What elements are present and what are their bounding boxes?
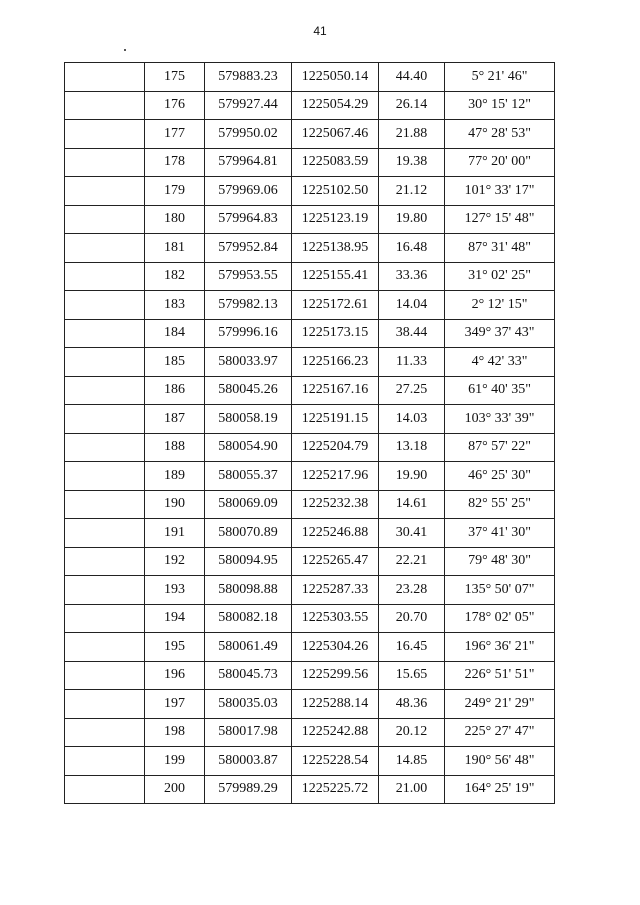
point-number-cell: 198 [145,718,205,747]
bearing-angle-cell: 2° 12' 15" [445,291,555,320]
point-number-cell: 179 [145,177,205,206]
x-coordinate-cell: 579982.13 [205,291,292,320]
distance-cell: 33.36 [379,262,445,291]
table-row [65,433,555,462]
blank-cell [65,462,145,491]
table-row [65,747,555,776]
x-coordinate-cell: 579953.55 [205,262,292,291]
x-coordinate-cell: 579996.16 [205,319,292,348]
x-coordinate-cell: 579964.81 [205,148,292,177]
table-row [65,376,555,405]
table-row [65,148,555,177]
point-number-cell: 184 [145,319,205,348]
blank-cell [65,490,145,519]
x-coordinate-cell: 579964.83 [205,205,292,234]
blank-cell [65,633,145,662]
table-row [65,604,555,633]
y-coordinate-cell: 1225191.15 [292,405,379,434]
y-coordinate-cell: 1225166.23 [292,348,379,377]
point-number-cell: 190 [145,490,205,519]
y-coordinate-cell: 1225050.14 [292,63,379,92]
table-row [65,234,555,263]
bearing-angle-cell: 4° 42' 33" [445,348,555,377]
point-number-cell: 199 [145,747,205,776]
x-coordinate-cell: 580045.73 [205,661,292,690]
bearing-angle-cell: 61° 40' 35" [445,376,555,405]
table-row [65,576,555,605]
distance-cell: 14.04 [379,291,445,320]
point-number-cell: 189 [145,462,205,491]
table-row [65,262,555,291]
distance-cell: 19.80 [379,205,445,234]
y-coordinate-cell: 1225246.88 [292,519,379,548]
coordinates-table [64,62,555,804]
bearing-angle-cell: 31° 02' 25" [445,262,555,291]
blank-cell [65,177,145,206]
x-coordinate-cell: 580045.26 [205,376,292,405]
distance-cell: 14.61 [379,490,445,519]
x-coordinate-cell: 580033.97 [205,348,292,377]
bearing-angle-cell: 178° 02' 05" [445,604,555,633]
coordinates-table-body [65,63,555,804]
blank-cell [65,576,145,605]
point-number-cell: 177 [145,120,205,149]
x-coordinate-cell: 580054.90 [205,433,292,462]
table-row [65,547,555,576]
bearing-angle-cell: 87° 57' 22" [445,433,555,462]
x-coordinate-cell: 580069.09 [205,490,292,519]
x-coordinate-cell: 580058.19 [205,405,292,434]
y-coordinate-cell: 1225288.14 [292,690,379,719]
x-coordinate-cell: 579883.23 [205,63,292,92]
table-row [65,120,555,149]
y-coordinate-cell: 1225228.54 [292,747,379,776]
blank-cell [65,690,145,719]
table-row [65,718,555,747]
distance-cell: 14.85 [379,747,445,776]
y-coordinate-cell: 1225067.46 [292,120,379,149]
distance-cell: 16.48 [379,234,445,263]
blank-cell [65,120,145,149]
bearing-angle-cell: 47° 28' 53" [445,120,555,149]
y-coordinate-cell: 1225155.41 [292,262,379,291]
bearing-angle-cell: 103° 33' 39" [445,405,555,434]
point-number-cell: 175 [145,63,205,92]
blank-cell [65,547,145,576]
distance-cell: 20.12 [379,718,445,747]
distance-cell: 23.28 [379,576,445,605]
y-coordinate-cell: 1225299.56 [292,661,379,690]
table-row [65,63,555,92]
table-row [65,661,555,690]
point-number-cell: 176 [145,91,205,120]
scan-speck [124,49,126,51]
x-coordinate-cell: 580055.37 [205,462,292,491]
blank-cell [65,348,145,377]
table-row [65,177,555,206]
distance-cell: 19.90 [379,462,445,491]
point-number-cell: 178 [145,148,205,177]
y-coordinate-cell: 1225242.88 [292,718,379,747]
blank-cell [65,234,145,263]
distance-cell: 21.88 [379,120,445,149]
distance-cell: 44.40 [379,63,445,92]
x-coordinate-cell: 580061.49 [205,633,292,662]
bearing-angle-cell: 5° 21' 46" [445,63,555,92]
bearing-angle-cell: 77° 20' 00" [445,148,555,177]
blank-cell [65,718,145,747]
point-number-cell: 200 [145,775,205,804]
blank-cell [65,91,145,120]
bearing-angle-cell: 46° 25' 30" [445,462,555,491]
bearing-angle-cell: 225° 27' 47" [445,718,555,747]
table-row [65,319,555,348]
point-number-cell: 196 [145,661,205,690]
y-coordinate-cell: 1225173.15 [292,319,379,348]
blank-cell [65,433,145,462]
bearing-angle-cell: 79° 48' 30" [445,547,555,576]
x-coordinate-cell: 580098.88 [205,576,292,605]
x-coordinate-cell: 580003.87 [205,747,292,776]
blank-cell [65,205,145,234]
table-row [65,205,555,234]
point-number-cell: 194 [145,604,205,633]
table-row [65,490,555,519]
x-coordinate-cell: 580094.95 [205,547,292,576]
distance-cell: 14.03 [379,405,445,434]
bearing-angle-cell: 127° 15' 48" [445,205,555,234]
point-number-cell: 187 [145,405,205,434]
distance-cell: 22.21 [379,547,445,576]
table-row [65,405,555,434]
blank-cell [65,775,145,804]
blank-cell [65,405,145,434]
y-coordinate-cell: 1225204.79 [292,433,379,462]
bearing-angle-cell: 226° 51' 51" [445,661,555,690]
blank-cell [65,148,145,177]
bearing-angle-cell: 249° 21' 29" [445,690,555,719]
bearing-angle-cell: 30° 15' 12" [445,91,555,120]
y-coordinate-cell: 1225172.61 [292,291,379,320]
table-row [65,775,555,804]
blank-cell [65,661,145,690]
blank-cell [65,319,145,348]
y-coordinate-cell: 1225167.16 [292,376,379,405]
table-row [65,462,555,491]
distance-cell: 21.00 [379,775,445,804]
point-number-cell: 192 [145,547,205,576]
blank-cell [65,376,145,405]
y-coordinate-cell: 1225217.96 [292,462,379,491]
point-number-cell: 185 [145,348,205,377]
blank-cell [65,291,145,320]
bearing-angle-cell: 190° 56' 48" [445,747,555,776]
distance-cell: 21.12 [379,177,445,206]
distance-cell: 20.70 [379,604,445,633]
x-coordinate-cell: 580082.18 [205,604,292,633]
distance-cell: 11.33 [379,348,445,377]
point-number-cell: 181 [145,234,205,263]
y-coordinate-cell: 1225304.26 [292,633,379,662]
point-number-cell: 193 [145,576,205,605]
x-coordinate-cell: 579989.29 [205,775,292,804]
bearing-angle-cell: 37° 41' 30" [445,519,555,548]
y-coordinate-cell: 1225303.55 [292,604,379,633]
x-coordinate-cell: 579969.06 [205,177,292,206]
point-number-cell: 191 [145,519,205,548]
y-coordinate-cell: 1225287.33 [292,576,379,605]
distance-cell: 26.14 [379,91,445,120]
distance-cell: 30.41 [379,519,445,548]
blank-cell [65,747,145,776]
bearing-angle-cell: 135° 50' 07" [445,576,555,605]
distance-cell: 19.38 [379,148,445,177]
x-coordinate-cell: 580017.98 [205,718,292,747]
x-coordinate-cell: 579927.44 [205,91,292,120]
distance-cell: 16.45 [379,633,445,662]
y-coordinate-cell: 1225265.47 [292,547,379,576]
blank-cell [65,63,145,92]
point-number-cell: 183 [145,291,205,320]
x-coordinate-cell: 580070.89 [205,519,292,548]
distance-cell: 48.36 [379,690,445,719]
page-number: 41 [313,24,327,38]
blank-cell [65,262,145,291]
bearing-angle-cell: 101° 33' 17" [445,177,555,206]
table-row [65,91,555,120]
table-row [65,519,555,548]
y-coordinate-cell: 1225083.59 [292,148,379,177]
y-coordinate-cell: 1225054.29 [292,91,379,120]
distance-cell: 15.65 [379,661,445,690]
y-coordinate-cell: 1225123.19 [292,205,379,234]
point-number-cell: 186 [145,376,205,405]
x-coordinate-cell: 580035.03 [205,690,292,719]
y-coordinate-cell: 1225232.38 [292,490,379,519]
distance-cell: 38.44 [379,319,445,348]
x-coordinate-cell: 579950.02 [205,120,292,149]
blank-cell [65,519,145,548]
bearing-angle-cell: 196° 36' 21" [445,633,555,662]
table-row [65,291,555,320]
y-coordinate-cell: 1225225.72 [292,775,379,804]
distance-cell: 27.25 [379,376,445,405]
point-number-cell: 197 [145,690,205,719]
point-number-cell: 180 [145,205,205,234]
x-coordinate-cell: 579952.84 [205,234,292,263]
y-coordinate-cell: 1225138.95 [292,234,379,263]
point-number-cell: 188 [145,433,205,462]
table-row [65,633,555,662]
point-number-cell: 182 [145,262,205,291]
distance-cell: 13.18 [379,433,445,462]
blank-cell [65,604,145,633]
table-row [65,690,555,719]
table-row [65,348,555,377]
point-number-cell: 195 [145,633,205,662]
bearing-angle-cell: 349° 37' 43" [445,319,555,348]
bearing-angle-cell: 82° 55' 25" [445,490,555,519]
bearing-angle-cell: 164° 25' 19" [445,775,555,804]
y-coordinate-cell: 1225102.50 [292,177,379,206]
bearing-angle-cell: 87° 31' 48" [445,234,555,263]
